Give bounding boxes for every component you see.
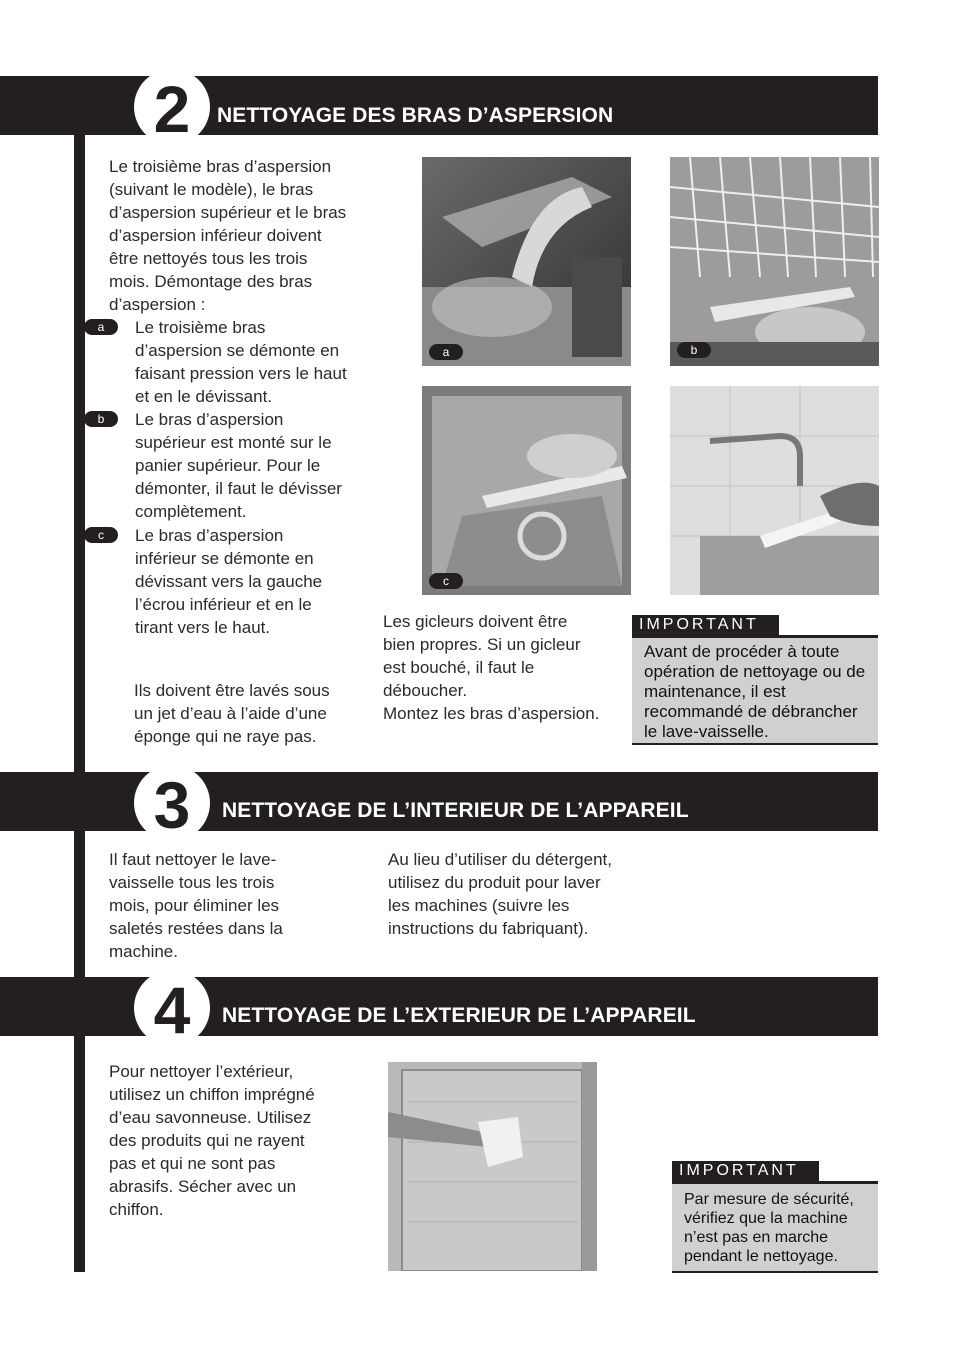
section-4-title: NETTOYAGE DE L’EXTERIEUR DE L’APPAREIL bbox=[222, 1004, 696, 1027]
important-label-2: IMPORTANT bbox=[672, 1161, 819, 1181]
section-2-number: 2 bbox=[153, 72, 191, 146]
important-label-1: IMPORTANT bbox=[632, 615, 779, 635]
important-box-2: Par mesure de sécurité, vérifiez que la machine n’est pas en marche pendant le nettoyage. bbox=[672, 1181, 878, 1273]
left-rule-section-4 bbox=[74, 1034, 85, 1272]
photo-third-spray-arm bbox=[422, 157, 631, 366]
wash-note: Ils doivent être lavés sous un jet d’eau à l’aide d’une éponge qui ne raye pas. bbox=[134, 681, 330, 746]
section-4-number: 4 bbox=[153, 973, 191, 1047]
step-a-badge: a bbox=[84, 319, 118, 335]
photo-c-badge: c bbox=[429, 573, 463, 589]
photo-a-badge: a bbox=[429, 344, 463, 360]
step-a-text: Le troisième bras d’aspersion se démonte en faisant pression vers le haut et en le dévissant. bbox=[135, 318, 347, 406]
important-box-1: Avant de procéder à toute opération de nettoyage ou de maintenance, il est recommandé de débrancher le lave-vaisselle. bbox=[632, 635, 878, 745]
step-b-badge: b bbox=[84, 411, 118, 427]
step-b-text: Le bras d’aspersion supérieur est monté sur le panier supérieur. Pour le démonter, il faut le dévisser complètement. bbox=[135, 410, 342, 521]
photo-b-badge: b bbox=[677, 342, 711, 358]
step-c-badge: c bbox=[84, 527, 118, 543]
section-2-intro: Le troisième bras d’aspersion (suivant le modèle), le bras d’aspersion supérieur et le bras d’aspersion inférieur doivent être nettoyés tous les trois mois. Démontage des bras d’aspersion : bbox=[109, 157, 347, 314]
section-4-text: Pour nettoyer l’extérieur, utilisez un chiffon imprégné d’eau savonneuse. Utilisez des produits qui ne rayent pas et qui ne sont pas abrasifs. Sécher avec un chiffon. bbox=[109, 1062, 315, 1219]
step-c-text: Le bras d’aspersion inférieur se démonte en dévissant vers la gauche l’écrou inférieur et en le tirant vers le haut. bbox=[135, 526, 323, 637]
nozzle-note: Les gicleurs doivent être bien propres. Si un gicleur est bouché, il faut le déboucher. Montez les bras d’aspersion. bbox=[383, 612, 600, 723]
section-3-text-right: Au lieu d’utiliser du détergent, utilisez du produit pour laver les machines (suivre les instructions du fabriquant). bbox=[388, 850, 612, 938]
photo-washing-spray-arm bbox=[670, 386, 879, 595]
section-2-title: NETTOYAGE DES BRAS D’ASPERSION bbox=[217, 104, 614, 127]
photo-upper-spray-arm bbox=[670, 157, 879, 366]
section-3-number: 3 bbox=[153, 768, 191, 842]
photo-exterior-cleaning bbox=[388, 1062, 597, 1271]
section-3-text-left: Il faut nettoyer le lave-vaisselle tous les trois mois, pour éliminer les saletés restées dans la machine. bbox=[109, 850, 283, 961]
section-3-title: NETTOYAGE DE L’INTERIEUR DE L’APPAREIL bbox=[222, 799, 689, 822]
left-rule-section-3 bbox=[74, 829, 85, 978]
photo-lower-spray-arm bbox=[422, 386, 631, 595]
left-rule-section-2 bbox=[74, 133, 85, 773]
